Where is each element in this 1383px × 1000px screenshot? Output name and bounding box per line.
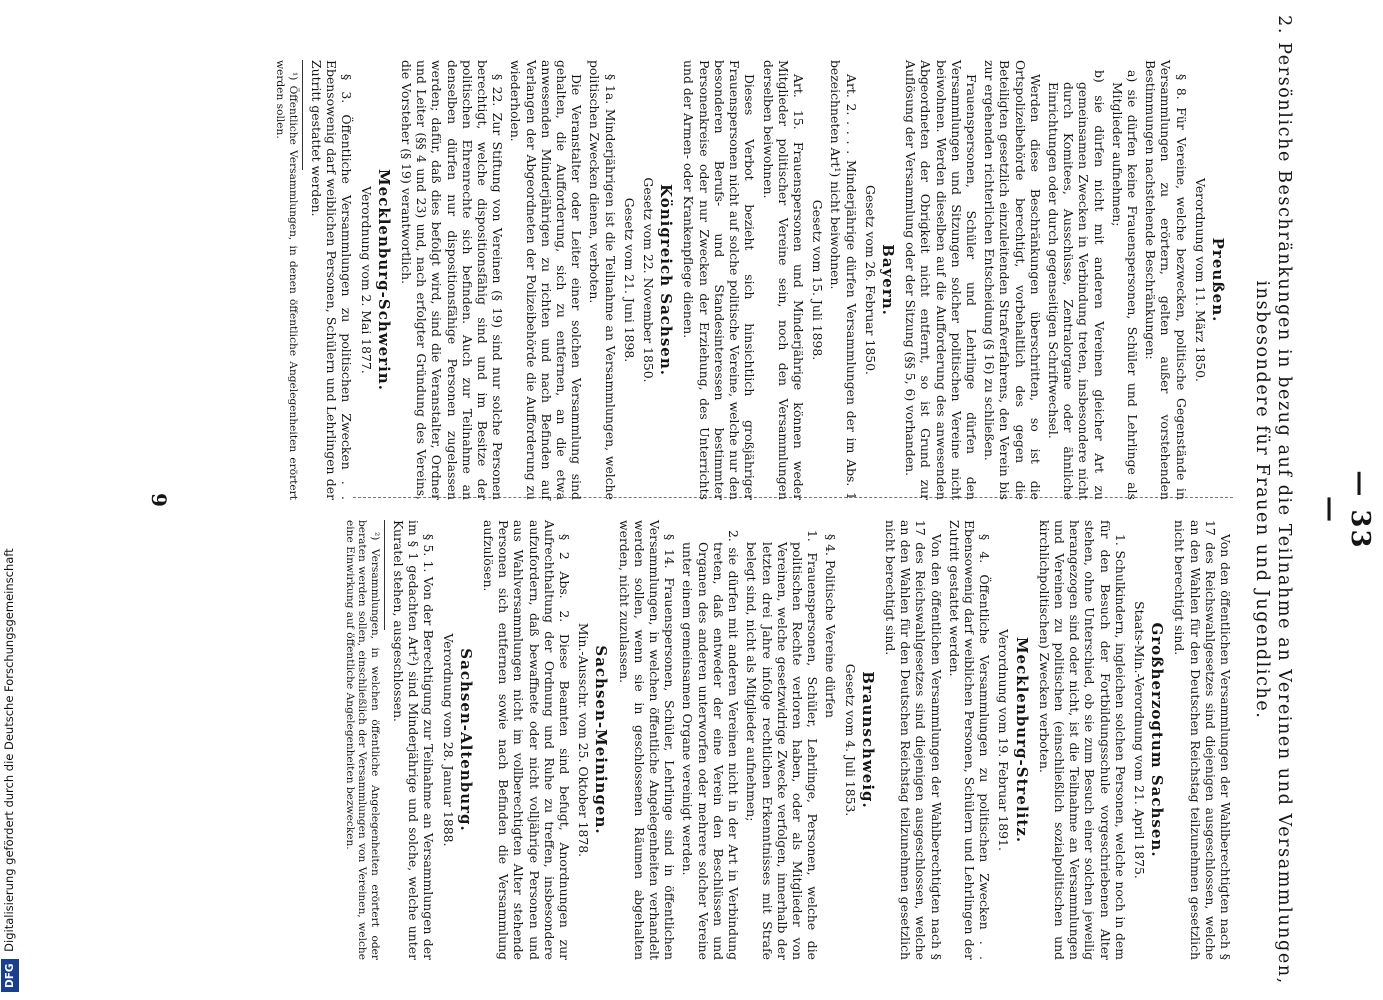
paragraph: Dieses Verbot bezieht sich hinsichtlich großjähriger Frauenspersonen nicht auf solche politische Vereine, welche nur den besonderen Berufs- und Standesinteressen bestimmter Personenkreise oder nur Zwecken der Erziehung, des Unterrichts und der Armen- oder Krankenpflege dienen. — [681, 60, 758, 500]
dfg-banner — [0, 0, 20, 1000]
state-heading-sachsen: Königreich Sachsen. — [657, 184, 676, 376]
law-title: Gesetz vom 26. Februar 1850. — [862, 185, 878, 375]
state-heading-mecklenburg-schwerin: Mecklenburg-Schwerin. — [374, 169, 393, 391]
paragraph: Art. 2. . . . . Minderjährige dürfen Versammlungen der im Abs. 1 bezeichneten Art¹) nicht beiwohnen. — [828, 60, 859, 500]
paragraph: 1. Schulkindern, ingleichen solchen Personen, welche noch in dem für den Besuch der Fortbildungsschule vorgeschriebenen Alter stehen, ohne Unterschied, ob sie zum Besuch einer solchen jeweilig herangezogen sind oder nicht, ist die Teilnahme an Versammlungen und Vereinen zu politischen (einschließlich sozialpolitischen und kirchlichpolitischen) Zwecken verboten. — [1036, 520, 1128, 960]
law-title: Verordnung vom 2. Mai 1877. — [358, 186, 374, 374]
paragraph: Von den öffentlichen Versammlungen der Wahlberechtigten nach § 17 des Reichswahlgesetzes sind diejenigen ausgeschlossen, welche an den Wahlen für den Deutschen Reichstag teilzunehmen gesetzlich nicht berechtigt sind. — [1172, 520, 1233, 960]
signature-mark: 9 — [147, 493, 171, 507]
footnote-rule — [384, 520, 385, 630]
paragraph: § 14. Frauenspersonen, Schüler, Lehrlinge sind in öffentlichen Versammlungen, in welchen öffentliche Angelegenheiten verhandelt werden sollen, wenn sie in geschlossenen Räumen abgehalten werden, nicht zuzulassen. — [616, 520, 678, 960]
paragraph: § 4. Politische Vereine dürfen — [823, 534, 839, 718]
state-heading-braunschweig: Braunschweig. — [858, 671, 877, 809]
law-title: Gesetz vom 15. Juli 1898. — [810, 199, 826, 361]
law-title: Verordnung vom 19. Februar 1891. — [996, 629, 1012, 851]
state-heading-grossherzogtum-sachsen: Großherzogtum Sachsen. — [1148, 622, 1167, 858]
document-page — [123, 0, 1383, 1000]
law-title: Verordnung vom 11. März 1850. — [1192, 178, 1208, 382]
law-title: Min.-Ausschr. vom 25. Oktober 1878. — [576, 622, 592, 858]
paragraph: § 1a. Minderjährigen ist die Teilnahme an Versammlungen, welche politischen Zwecken dienen, verboten. — [587, 60, 618, 500]
state-heading-mecklenburg-strelitz: Mecklenburg-Strelitz. — [1012, 636, 1031, 844]
paragraph: Von den öffentlichen Versammlungen der Wahlberechtigten nach § 17 des Reichswahlgesetzes sind diejenigen ausgeschlossen, welche an den Wahlen für den Deutschen Reichstag teilzunehmen gesetzlich nicht berechtigt sind. — [882, 520, 944, 960]
paragraph: 1. Frauenspersonen, Schüler, Lehrlinge, Personen, welche die politischen Rechte verloren haben, oder als Mitglieder von Vereinen, welche gesetzwidrige Zwecke verfolgen, innerhalb der letzten drei Jahre infolge rechtlichen Erkenntnisses mit Strafe belegt sind, nicht als Mitglieder aufnehmen; — [744, 530, 821, 960]
paragraph: 2. sie dürfen mit anderen Vereinen nicht in der Art in Verbindung treten, daß entweder der eine Verein den Beschlüssen und Organen des anderen unterworfen oder mehrere solcher Vereine unter einem gemeinsamen Organe vereinigt werden. — [680, 530, 742, 960]
footnote: ¹) Öffentliche Versammlungen, in denen öffentliche Angelegenheiten erörtert werden sollen. — [274, 60, 299, 500]
state-heading-sachsen-meiningen: Sachsen-Meiningen. — [592, 645, 611, 835]
paragraph: § 3. Öffentliche Versammlungen zu politischen Zwecken . . Ebensowenig darf weiblichen Personen, Schülern und Lehrlingen der Zutritt gestattet werden. — [309, 60, 355, 500]
law-title: Verordnung vom 28. Januar 1888. — [440, 633, 456, 847]
paragraph: § 8. Für Vereine, welche bezwecken, politische Gegenstände in Versammlungen zu erörtern, gelten außer vorstehenden Bestimmungen nachstehende Beschränkungen: — [1143, 60, 1189, 500]
paragraph: Art. 15. Frauenspersonen und Minderjährige können weder Mitglieder politischer Vereine sein, noch den Versammlungen derselben beiwohnen. — [760, 60, 806, 500]
left-column — [271, 60, 1233, 500]
law-title: Staats-Min.-Verordnung vom 21. April 1875. — [1131, 601, 1147, 879]
heading-line-2: insbesondere für Frauen und Jugendliche. — [1252, 280, 1272, 720]
footnote: ²) Versammlungen, in welchen öffentliche Angelegenheiten erörtert oder beraten werden sollen, einschließlich der Versammlungen von Vereinen, welche eine Einwirkung auf öffentliche Angelegenheiten bezwecken. — [344, 520, 381, 960]
right-column — [341, 520, 1233, 960]
state-heading-bayern: Bayern. — [878, 244, 897, 316]
paragraph: Die Veranstalter oder Leiter einer solchen Versammlung sind gehalten, die Aufforderung, sich zu entfernen, an die etwa anwesenden Minderjährigen zu richten und nach Befinden auf Verlangen der Abgeordneten der Polizeibehörde die Aufforderung zu wiederholen. — [508, 60, 585, 500]
state-heading-preussen: Preußen. — [1209, 237, 1227, 323]
law-title: Gesetz vom 22. November 1850. — [641, 177, 657, 383]
law-title: Gesetz vom 21. Juni 1898. — [621, 197, 637, 363]
state-heading-sachsen-altenburg: Sachsen-Altenburg. — [456, 648, 475, 832]
paragraph: § 4. Öffentliche Versammlungen zu politischen Zwecken . . Ebensowenig darf weiblichen Personen, Schülern und Lehrlingen der Zutritt gestattet werden. — [946, 520, 993, 960]
paragraph: § 2 Abs. 2. Diese Beamten sind befugt, Anordnungen zur Aufrechthaltung der Ordnung und Ruhe zu treffen, insbesondere aufzufordern, daß bewaffnete oder nicht volljährige Personen und aus Wahlversammlungen nicht im vollberechtigten Alter stehende Personen sich entfernen sowie nach Befinden die Versammlung aufzulösen. — [481, 520, 573, 960]
paragraph: a) sie dürfen keine Frauenspersonen, Schüler und Lehrlinge als Mitglieder aufnehmen; — [1109, 70, 1140, 500]
footnote-rule — [302, 60, 303, 170]
section-heading — [1251, 0, 1295, 1000]
paragraph: § 5. 1. Von der Berechtigung zur Teilnahme an Versammlungen der im § 1 gedachten Art²) sind Minderjährige und solche, welche unter Kuratel stehen, ausgeschlossen. — [391, 520, 437, 960]
heading-line-1: 2. Persönliche Beschränkungen in bezug auf die Teilnahme an Vereinen und Versammlungen, — [1274, 15, 1294, 985]
dfg-banner-text: Digitalisierung gefördert durch die Deutsche Forschungsgemeinschaft — [2, 548, 16, 952]
paragraph: § 22. Zur Stiftung von Vereinen (§ 19) sind nur solche Personen berechtigt, welche dispositionsfähig sind und im Besitze der politischen Ehrenrechte sich befinden. Auch zur Teilnahme an denselben dürfen nur dispositionsfähige Personen zugelassen werden; dafür, daß dies befolgt wird, sind die Veranstalter, Ordner und Leiter (§§ 4 und 23) und, nach erfolgter Gründung des Vereins, die Vorsteher (§ 19) verantwortlich. — [399, 60, 506, 500]
law-title: Gesetz vom 4. Juli 1853. — [842, 663, 858, 817]
paragraph: b) sie dürfen nicht mit anderen Vereinen gleicher Art zu gemeinsamen Zwecken in Verbindung treten, insbesondere nicht durch Komitees, Ausschüsse, Zentralorgane oder ähnliche Einrichtungen oder durch gegenseitigen Schriftwechsel. — [1045, 70, 1107, 500]
page-number: — 33 — — [1315, 470, 1375, 550]
dfg-logo: DFG — [1, 959, 19, 992]
paragraph: Frauenspersonen, Schüler und Lehrlinge dürfen den Versammlungen und Sitzungen solcher politischen Vereine nicht beiwohnen. Werden dieselben auf die Aufforderung des anwesenden Abgeordneten der Obrigkeit nicht entfernt, so ist Grund zur Auflösung der Versammlung oder der Sitzung (§§ 5, 6) vorhanden. — [903, 60, 979, 500]
paragraph: Werden diese Beschränkungen überschritten, so ist die Ortspolizeibehörde berechtigt, vorbehaltlich des gegen die Beteiligten gesetzlich einzuleitenden Strafverfahrens, den Verein bis zur ergehenden richterlichen Entscheidung (§ 16) zu schließen. — [982, 60, 1043, 500]
